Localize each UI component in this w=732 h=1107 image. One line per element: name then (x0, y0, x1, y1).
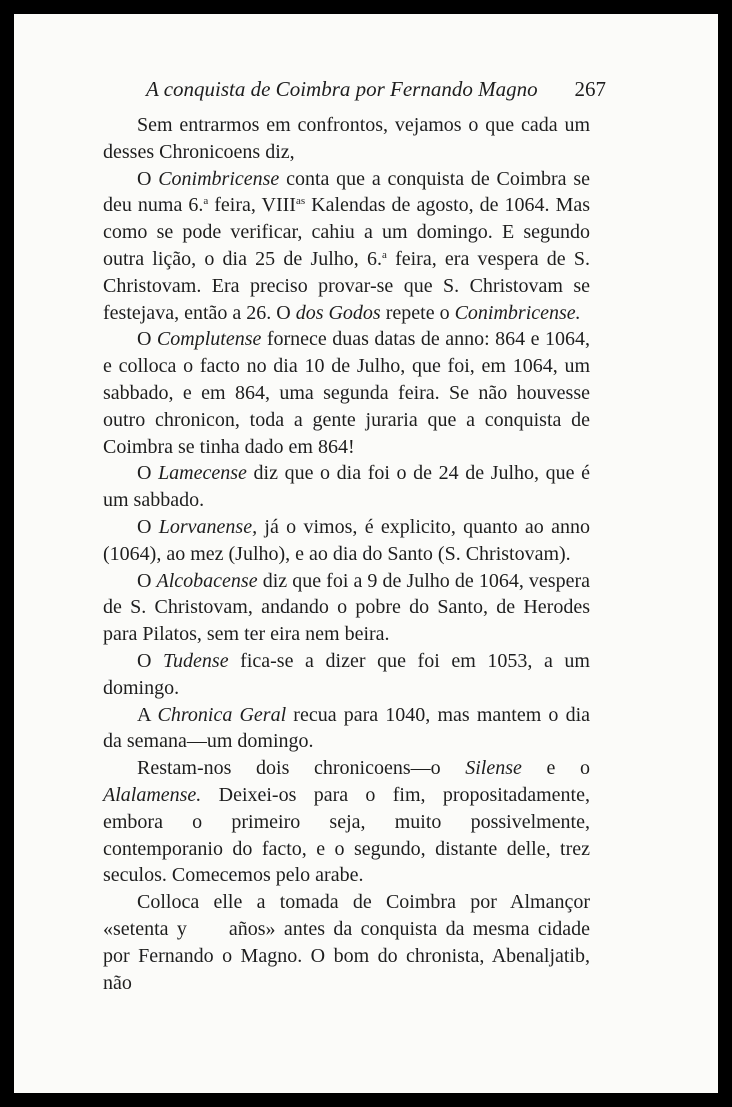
paragraph-10: Colloca elle a tomada de Coimbra por Almançor «setenta y años» antes da conquista da mesma cidade por Fernando o Magno. O bom do chronista, Abenaljatib, não (103, 891, 591, 994)
paragraph-7: O Tudense fica-se a dizer que foi em 1053, a um domingo. (103, 649, 590, 699)
paragraph-5: O Lorvanense, já o vimos, é explicito, quanto ao anno (1064), ao mez (Julho), e ao dia do Santo (S. Christovam). (103, 515, 590, 565)
running-title: A conquista de Coimbra por Fernando Magno (146, 77, 538, 101)
paragraph-9: Restam-nos dois chronicoens—o Silense e o Alalamense. Deixei-os para o fim, propositadamente, embora o primeiro seja, muito possivelmente, contemporanio do facto, e o segundo, distante delle, trez seculos. Comecemos pelo arabe. (103, 757, 590, 887)
book-page (14, 14, 718, 1093)
paragraph-2: O Conimbricense conta que a conquista de Coimbra se deu numa 6.$^a$ feira, $VIII^{as}$ Kalendas de agosto, de 1064. Mas como se pode verificar, cahiu a um domingo. E segundo outra lição, o dia 25 de Julho, 6.$^a$ feira, era vespera de S. Christovam. Era preciso provar-se que S. Christovam se festejava, então a 26. O dos Godos repete o Conimbricense. (103, 167, 591, 324)
paragraph-4: O Lamecense diz que o dia foi o de 24 de Julho, que é um sabbado. (103, 462, 590, 512)
page-number: 267 (574, 77, 606, 101)
body-text (103, 112, 590, 996)
paragraph-3: O Complutense fornece duas datas de anno: 864 e 1064, e colloca o facto no dia 10 de Julho, que foi, em 1064, um sabbado, e em 864, uma segunda feira. Se não houvesse outro chronicon, toda a gente juraria que a conquista de Coimbra se tinha dado em 864! (103, 328, 590, 458)
paragraph-1: Sem entrarmos em confrontos, vejamos o que cada um desses Chronicoens diz, (103, 114, 590, 163)
paragraph-8: A Chronica Geral recua para 1040, mas mantem o dia da semana—um domingo. (103, 703, 591, 753)
paragraph-6: O Alcobacense diz que foi a 9 de Julho de 1064, vespera de S. Christovam, andando o pobre do Santo, de Herodes para Pilatos, sem ter eira nem beira. (103, 569, 590, 646)
